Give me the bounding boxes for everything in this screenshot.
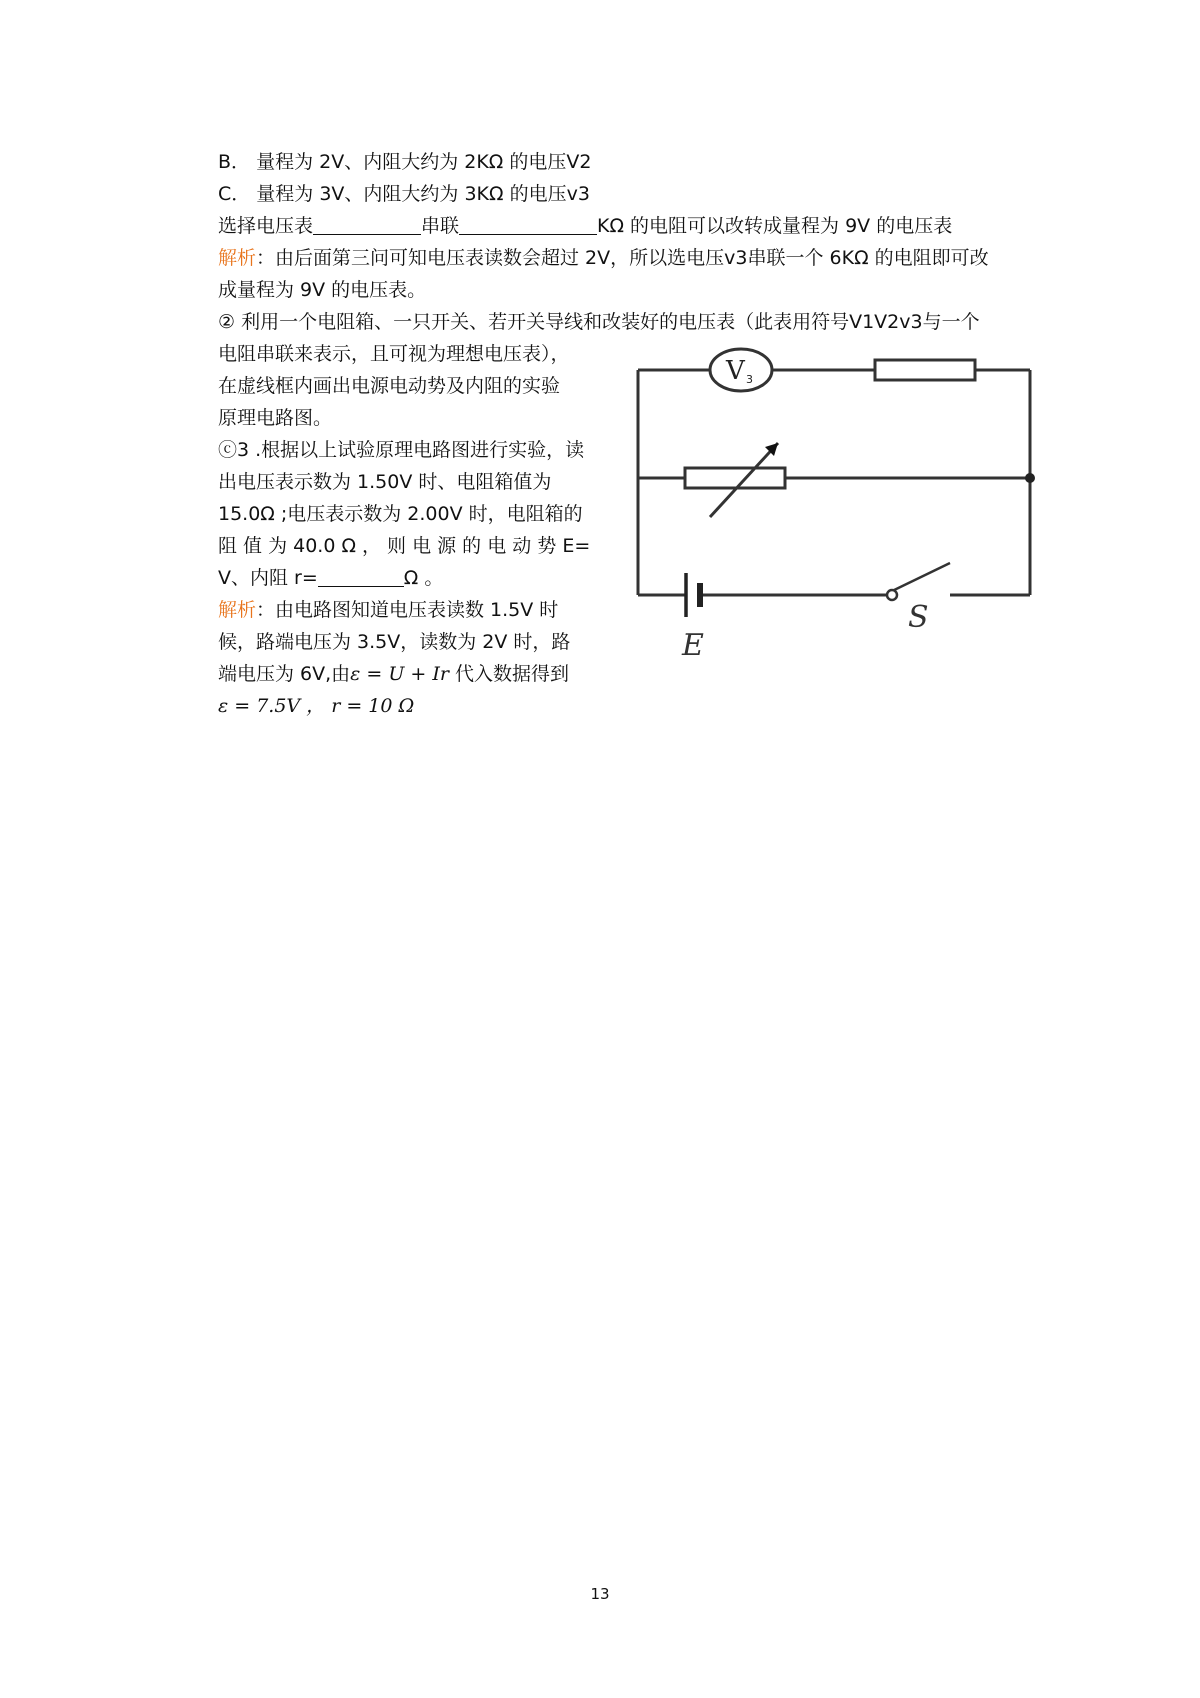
switch-contact [887, 590, 897, 600]
analysis-2-text-c2: 代入数据得到 [448, 663, 570, 685]
analysis-label: 解析 [218, 247, 257, 269]
switch-label-s: S [908, 600, 929, 635]
question-2-line-4: 原理电路图。 [218, 407, 333, 429]
page-number: 13 [590, 1585, 610, 1603]
question-3-line-2: 出电压表示数为 1.50V 时、电阻箱值为 [218, 471, 552, 493]
question-2-line-3: 在虚线框内画出电源电动势及内阻的实验 [218, 375, 561, 397]
question-2-line-1: ② 利用一个电阻箱、一只开关、若开关导线和改装好的电压表（此表用符号V1V2v3与一个 [218, 311, 980, 333]
option-b: B． 量程为 2V、内阻大约为 2KΩ 的电压V2 [218, 151, 592, 173]
question-1-part-a: 选择电压表 [218, 215, 314, 237]
analysis-1-text: ：由后面第三问可知电压表读数会超过 2V，所以选电压v3串联一个 6KΩ 的电阻即可改 [256, 247, 989, 269]
option-c: C． 量程为 3V、内阻大约为 3KΩ 的电压v3 [218, 183, 590, 205]
analysis-2-line-3 [218, 658, 569, 690]
analysis-2-label: 解析 [218, 599, 257, 621]
question-3-ohm-unit: Ω 。 [403, 567, 444, 589]
question-3-line-5 [218, 562, 443, 594]
answer-blank-voltmeter [313, 214, 421, 235]
question-1-part-c: KΩ 的电阻可以改转成量程为 9V 的电压表 [597, 215, 953, 237]
question-2-line-2: 电阻串联来表示，且可视为理想电压表）， [218, 343, 570, 365]
battery-label-e: E [682, 628, 704, 663]
question-1 [218, 210, 952, 242]
analysis-2-result: ε = 7.5V ， r = 10 Ω [218, 695, 415, 717]
resistance-box-arrow [710, 443, 778, 517]
analysis-2-line-1 [218, 594, 558, 626]
voltmeter-subscript: 3 [746, 373, 753, 386]
question-1-part-b: 串联 [421, 215, 460, 237]
circuit-diagram [630, 335, 1050, 665]
analysis-2-line-2: 候，路端电压为 3.5V，读数为 2V 时，路 [218, 631, 571, 653]
junction-dot [1025, 473, 1035, 483]
question-3-line-3: 15.0Ω ;电压表示数为 2.00V 时，电阻箱的 [218, 503, 583, 525]
analysis-1-cont: 成量程为 9V 的电压表。 [218, 279, 427, 301]
question-3-line-4: 阻 值 为 40.0 Ω ， 则 电 源 的 电 动 势 E= [218, 535, 591, 557]
question-3-line-1: ⓒ3 .根据以上试验原理电路图进行实验，读 [218, 439, 585, 461]
answer-blank-internal-resistance [318, 566, 404, 587]
emf-formula: ε = U + Ir [350, 663, 449, 685]
voltmeter-symbol: V [726, 356, 745, 386]
series-resistor [875, 360, 975, 380]
switch-blade [888, 563, 950, 593]
analysis-2-text-c1: 端电压为 6V,由 [218, 663, 351, 685]
question-3-emf-unit: V、内阻 r= [218, 567, 318, 589]
analysis-2-text: ：由电路图知道电压表读数 1.5V 时 [256, 599, 559, 621]
answer-blank-resistance [459, 214, 597, 235]
analysis-1 [218, 242, 989, 274]
resistance-box [685, 468, 785, 488]
